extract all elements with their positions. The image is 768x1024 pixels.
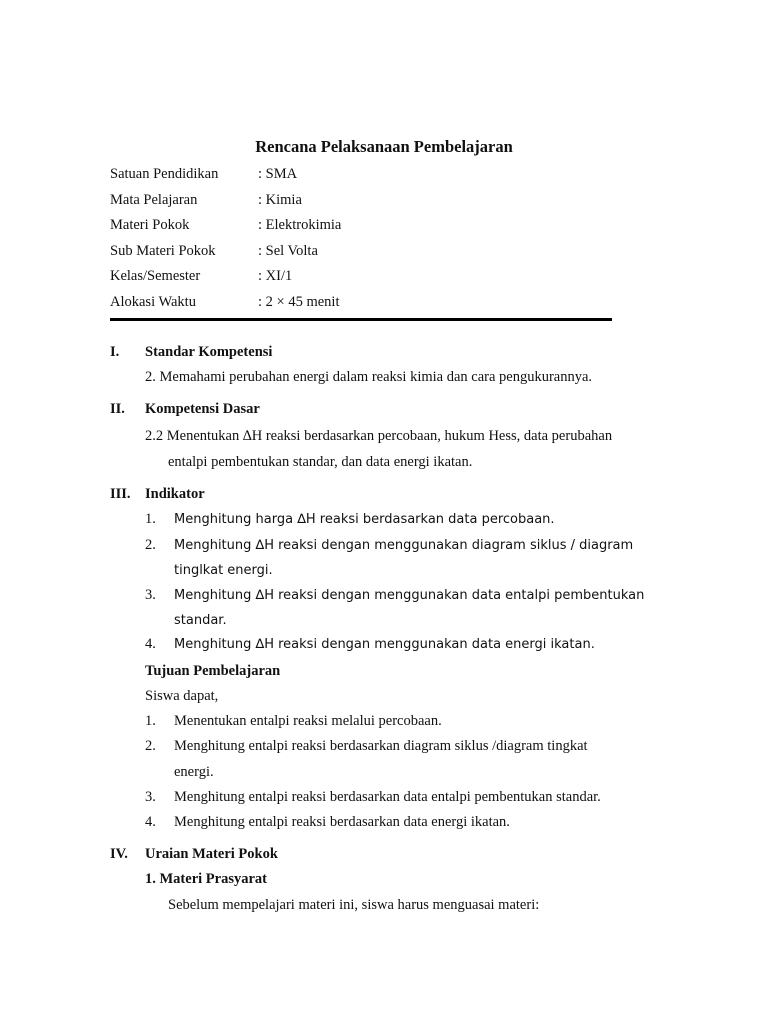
header-divider bbox=[110, 318, 612, 321]
list-item: Menghitung harga ∆H reaksi berdasarkan data percobaan. bbox=[174, 512, 555, 527]
list-number: 3. bbox=[145, 789, 156, 805]
list-item: Menghitung entalpi reaksi berdasarkan data entalpi pembentukan standar. bbox=[174, 789, 601, 805]
section-text: Sebelum mempelajari materi ini, siswa harus menguasai materi: bbox=[168, 897, 540, 913]
identity-value: : Elektrokimia bbox=[258, 217, 342, 233]
list-number: 3. bbox=[145, 587, 156, 603]
identity-label: Alokasi Waktu bbox=[110, 294, 196, 310]
list-item-continuation: tinglkat energi. bbox=[174, 563, 273, 578]
section-heading: Uraian Materi Pokok bbox=[145, 846, 278, 862]
section-heading: Indikator bbox=[145, 486, 205, 502]
identity-label: Satuan Pendidikan bbox=[110, 166, 219, 182]
identity-label: Kelas/Semester bbox=[110, 268, 201, 284]
list-item-continuation: standar. bbox=[174, 613, 227, 628]
section-number: II. bbox=[110, 401, 125, 417]
intro-text: Siswa dapat, bbox=[145, 688, 219, 704]
identity-value: : Sel Volta bbox=[258, 243, 318, 259]
subsection-heading: 1. Materi Prasyarat bbox=[145, 871, 267, 887]
subsection-heading: Tujuan Pembelajaran bbox=[145, 663, 281, 679]
identity-label: Sub Materi Pokok bbox=[110, 243, 216, 259]
section-text: 2. Memahami perubahan energi dalam reaksi kimia dan cara pengukurannya. bbox=[145, 369, 593, 385]
section-number: III. bbox=[110, 486, 131, 502]
identity-value: : XI/1 bbox=[258, 268, 293, 284]
section-heading: Standar Kompetensi bbox=[145, 344, 273, 360]
list-number: 4. bbox=[145, 636, 156, 652]
list-number: 2. bbox=[145, 738, 156, 754]
list-item: Menghitung entalpi reaksi berdasarkan diagram siklus /diagram tingkat bbox=[174, 738, 588, 754]
section-number: IV. bbox=[110, 846, 128, 862]
identity-value: : 2 × 45 menit bbox=[258, 294, 340, 310]
section-text: entalpi pembentukan standar, dan data energi ikatan. bbox=[168, 454, 473, 470]
list-number: 1. bbox=[145, 511, 156, 527]
list-number: 4. bbox=[145, 814, 156, 830]
list-number: 2. bbox=[145, 537, 156, 553]
page-title: Rencana Pelaksanaan Pembelajaran bbox=[255, 137, 513, 156]
section-heading: Kompetensi Dasar bbox=[145, 401, 260, 417]
identity-label: Mata Pelajaran bbox=[110, 192, 198, 208]
list-item: Menghitung ∆H reaksi dengan menggunakan diagram siklus / diagram bbox=[174, 538, 634, 553]
identity-value: : Kimia bbox=[258, 192, 302, 208]
list-item: Menghitung ∆H reaksi dengan menggunakan data entalpi pembentukan bbox=[174, 588, 645, 603]
identity-label: Materi Pokok bbox=[110, 217, 190, 233]
list-item: Menghitung entalpi reaksi berdasarkan data energi ikatan. bbox=[174, 814, 510, 830]
section-number: I. bbox=[110, 344, 120, 360]
section-text: 2.2 Menentukan ∆H reaksi berdasarkan percobaan, hukum Hess, data perubahan bbox=[145, 428, 613, 444]
list-item: Menentukan entalpi reaksi melalui percobaan. bbox=[174, 713, 442, 729]
list-number: 1. bbox=[145, 713, 156, 729]
identity-value: : SMA bbox=[258, 166, 298, 182]
list-item-continuation: energi. bbox=[174, 764, 214, 780]
list-item: Menghitung ∆H reaksi dengan menggunakan data energi ikatan. bbox=[174, 637, 595, 652]
